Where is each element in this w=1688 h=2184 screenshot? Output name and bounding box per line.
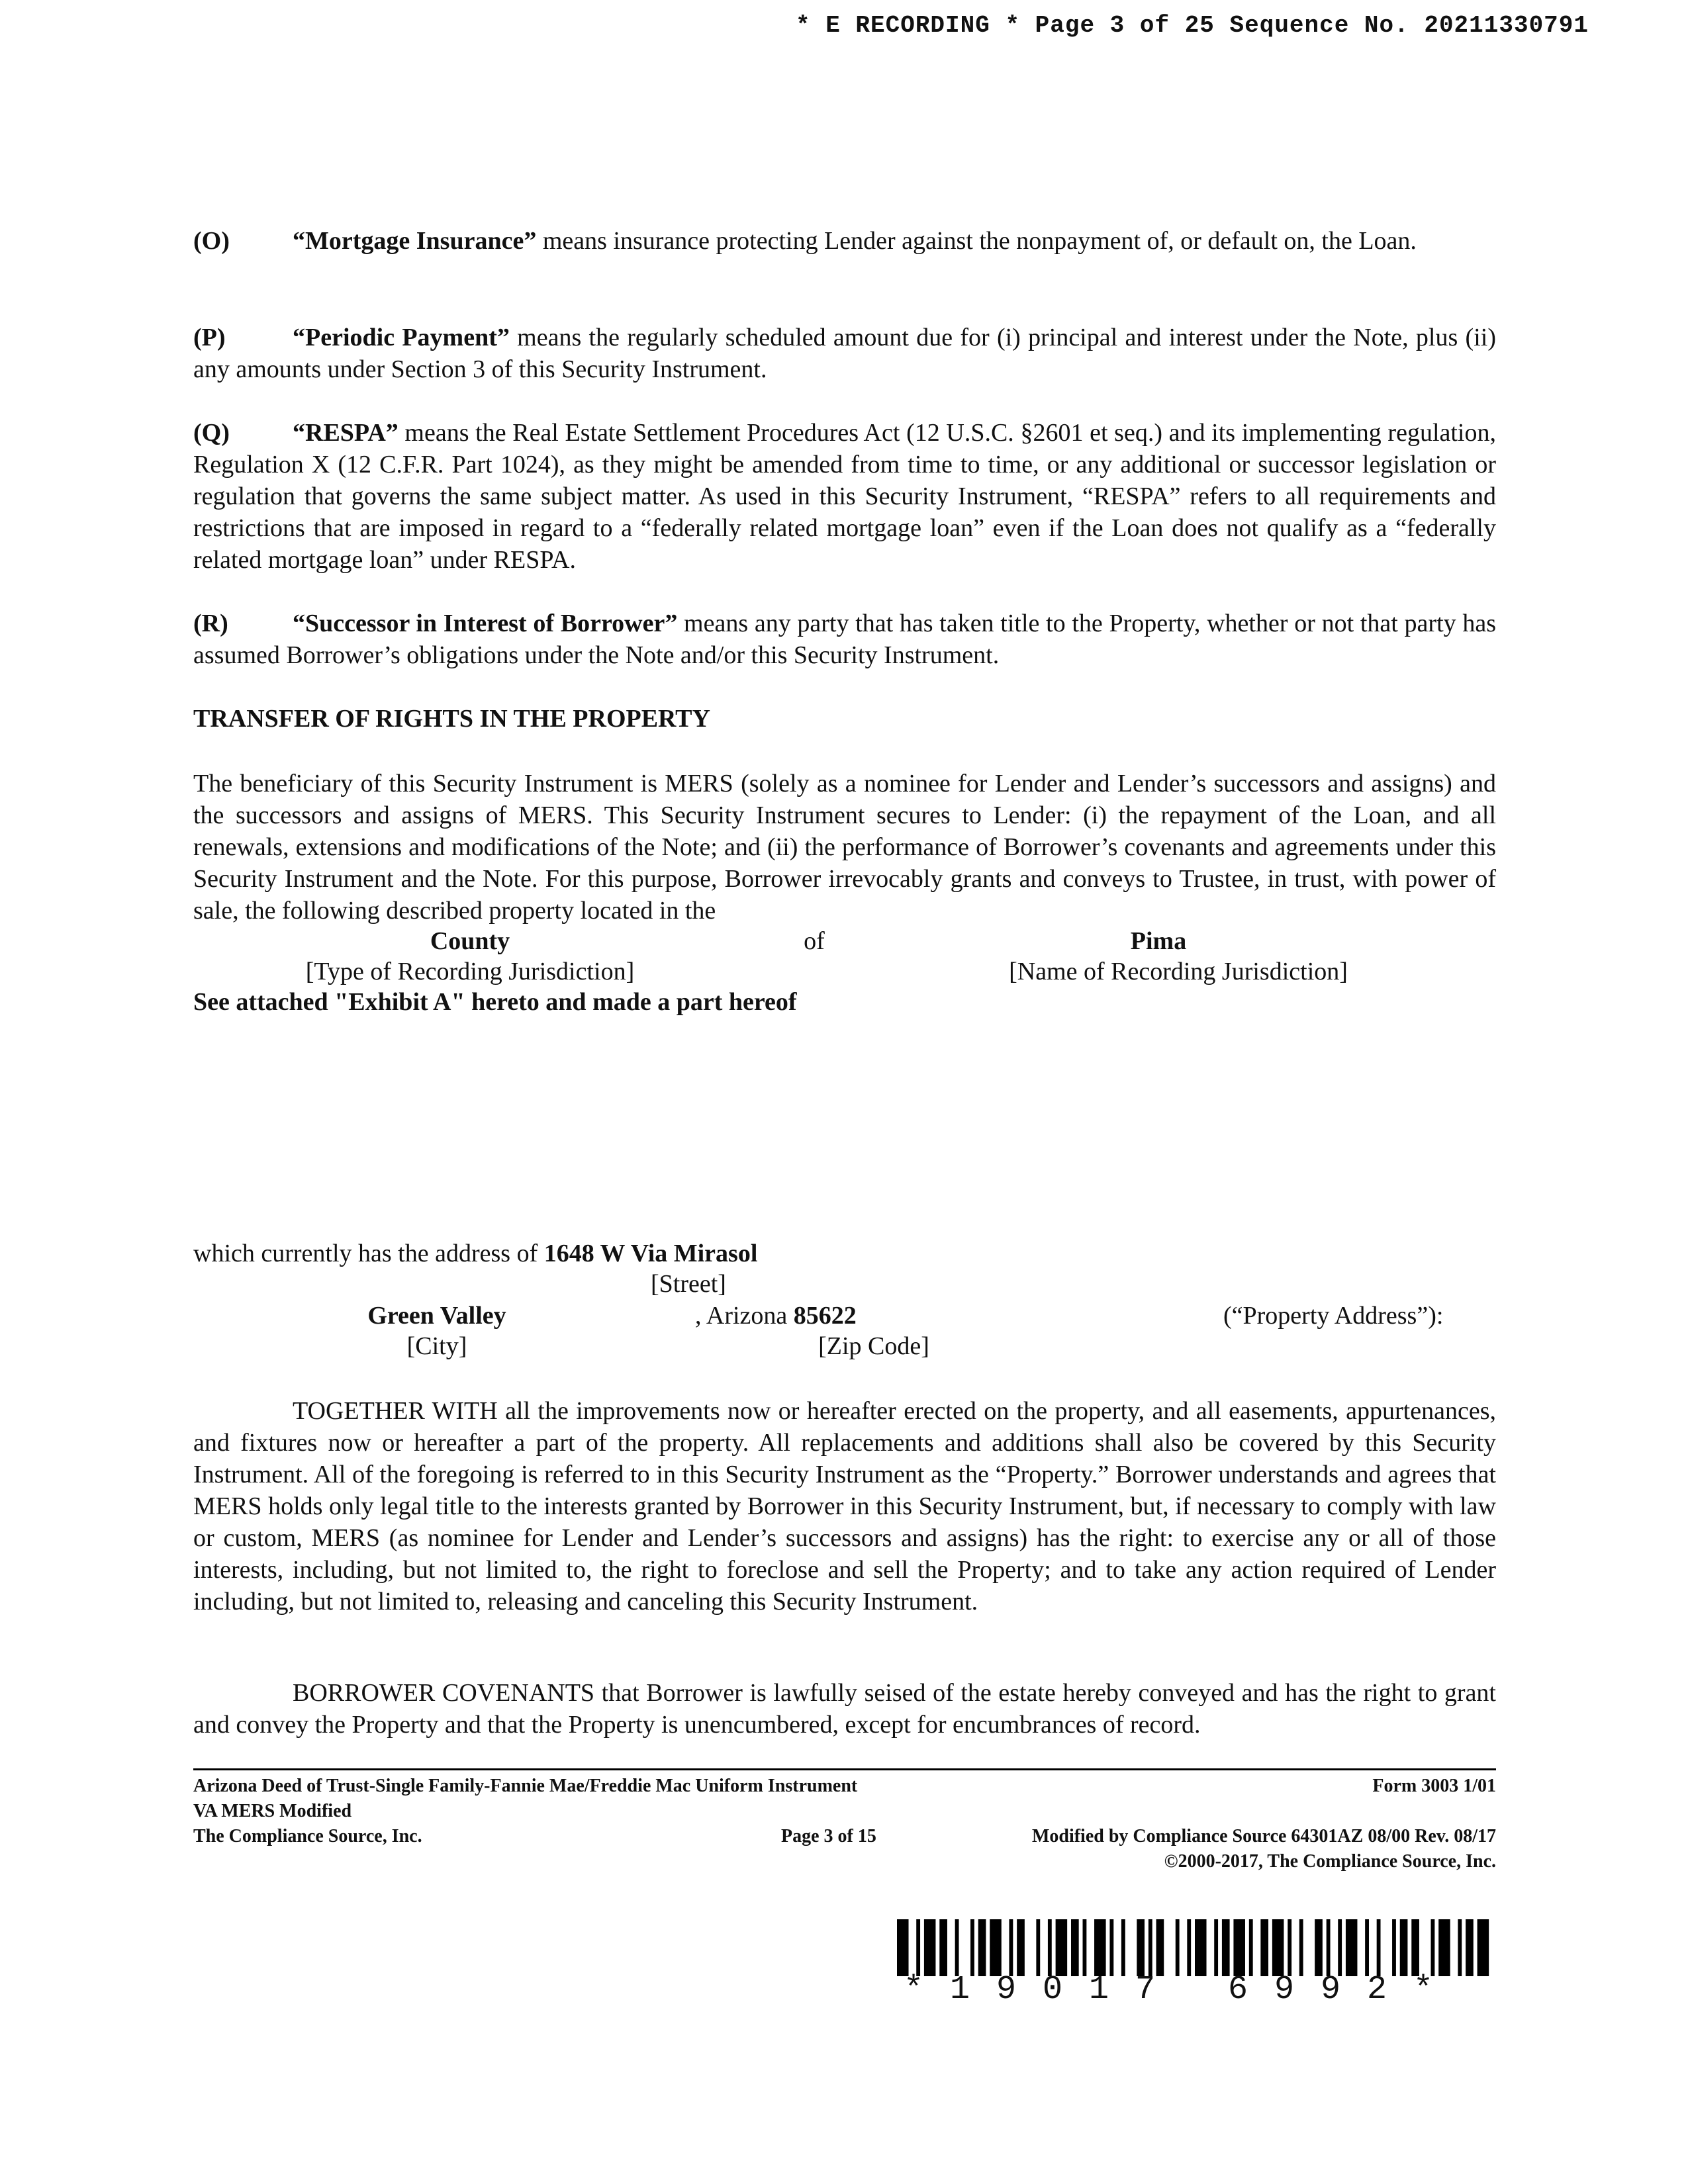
address-street: 1648 W Via Mirasol [543,1240,758,1267]
footer-form-number: Form 3003 1/01 [1372,1776,1496,1796]
barcode-bar [1056,1919,1068,1976]
footer-form-title: Arizona Deed of Trust-Single Family-Fannie Mae/Freddie Mac Uniform Instrument [193,1776,858,1796]
street-caption: [Street] [651,1270,726,1298]
jurisdiction-name: Pima [1130,927,1187,955]
definition-term: “Mortgage Insurance” [293,227,537,255]
jurisdiction-type: County [430,927,510,955]
definition-r [193,608,1496,671]
barcode-bar [978,1919,986,1976]
together-with-paragraph: TOGETHER WITH all the improvements now or hereafter erected on the property, and all easements, appurtenances, and fixtures now or hereafter a part of the property. All replacements and additions shall also be covered by this Security Instrument. All of the foregoing is referred to in this Security Instrument as the “Property.” Borrower understands and agrees that MERS holds only legal title to the interests granted by Borrower in this Security Instrument, but, if necessary to comply with law or custom, MERS (as nominee for Lender and Lender’s successors and assigns) has the right: to exercise any or all of those interests, including, but not limited to, the right to foreclose and sell the Property; and to take any action required of Lender including, but not limited to, releasing and canceling this Security Instrument. [193,1397,1496,1615]
barcode-bar [1411,1919,1419,1976]
footer-modified-by: Modified by Compliance Source 64301AZ 08/00 Rev. 08/17 [1031,1826,1496,1846]
zip-caption: [Zip Code] [818,1332,929,1360]
barcode-bar [1458,1919,1462,1976]
definition-label: (O) [193,227,230,255]
definition-label: (Q) [193,419,230,447]
barcode-bar [1430,1919,1434,1976]
barcode-bar [1176,1919,1180,1976]
barcode-bar [1149,1919,1152,1976]
footer-rule [193,1768,1496,1770]
barcode-bar [924,1919,936,1976]
barcode-bar [1392,1919,1396,1976]
barcode-bar [916,1919,920,1976]
footer-modified: VA MERS Modified [193,1801,352,1821]
footer-copyright: ©2000-2017, The Compliance Source, Inc. [1164,1851,1496,1872]
exhibit-note: See attached "Exhibit A" hereto and made a part hereof [193,988,797,1016]
barcode-bar [1036,1919,1040,1976]
barcode-bar [1315,1919,1323,1976]
barcode-bar [1365,1919,1369,1976]
barcode-bar [1438,1919,1450,1976]
barcode-bar [1400,1919,1408,1976]
barcode-bar [990,1919,1002,1976]
definition-text: means the regularly scheduled amount due for (i) principal and interest under the Note, plus (ii) any amounts under Section 3 of this Security Instrument. [193,324,1496,383]
barcode-bar [1214,1919,1218,1976]
definition-p [193,322,1496,385]
jurisdiction-type-caption: [Type of Recording Jurisdiction] [305,958,635,985]
barcode-bar [1249,1919,1253,1976]
barcode-bar [1009,1919,1013,1976]
barcode-bar [1477,1919,1489,1976]
definition-term: “Successor in Interest of Borrower” [293,610,678,637]
property-address-label: (“Property Address”): [1223,1302,1444,1330]
section-heading: TRANSFER OF RIGHTS IN THE PROPERTY [193,705,710,733]
barcode-bar [1222,1919,1230,1976]
barcode-bar [1048,1919,1052,1976]
address-state: , Arizona [695,1302,794,1330]
barcode-bar [1156,1919,1164,1976]
definition-label: (R) [193,610,228,637]
barcode-bar [1109,1919,1113,1976]
address-city: Green Valley [367,1302,506,1330]
definition-text: means insurance protecting Lender against the nonpayment of, or default on, the Loan. [536,227,1417,255]
barcode-bar [1327,1919,1331,1976]
barcode [897,1919,1493,1976]
definition-text: means the Real Estate Settlement Procedures Act (12 U.S.C. §2601 et seq.) and its implementing regulation, Regulation X (12 C.F.R. Part 1024), as they might be amended from time to time, or any additional or successor legislation or regulation that governs the same subject matter. As used in this Security Instrument, “RESPA” refers to all requirements and restrictions that are imposed in regard to a “federally related mortgage loan” even if the Loan does not qualify as a “federally related mortgage loan” under RESPA. [193,419,1496,574]
barcode-bar [1338,1919,1342,1976]
barcode-bar [1137,1919,1145,1976]
barcode-bar [1071,1919,1079,1976]
barcode-bar [1377,1919,1381,1976]
transfer-paragraph: The beneficiary of this Security Instrument is MERS (solely as a nominee for Lender and Lender’s successors and assigns) and the successors and assigns of MERS. This Security Instrument secures to Lender: (i) the repayment of the Loan, and all renewals, extensions and modifications of the Note; and (ii) the performance of Borrower’s covenants and agreements under this Security Instrument and the Note. For this purpose, Borrower irrevocably grants and conveys to Trustee, in trust, with power of sale, the following described property located in the [193,770,1496,925]
definition-label: (P) [193,324,226,351]
definition-term: “RESPA” [293,419,399,447]
barcode-bar [955,1919,959,1976]
definition-text: means any party that has taken title to the Property, whether or not that party has assumed Borrower’s obligations under the Note and/or this Security Instrument. [193,610,1496,669]
barcode-bar [1299,1919,1303,1976]
jurisdiction-name-caption: [Name of Recording Jurisdiction] [1009,958,1348,985]
address-line [193,1238,757,1269]
barcode-bar [1260,1919,1268,1976]
address-intro: which currently has the address of [193,1240,544,1267]
borrower-covenants-paragraph: BORROWER COVENANTS that Borrower is lawfully seised of the estate hereby conveyed and has the right to grant and convey the Property and that the Property is unencumbered, except for encumbrances of record. [193,1679,1496,1739]
barcode-bar [897,1919,909,1976]
barcode-bar [1288,1919,1291,1976]
barcode-bar [1121,1919,1125,1976]
barcode-bar [970,1919,974,1976]
recording-stamp: * E RECORDING * Page 3 of 25 Sequence No. 20211330791 [796,12,1589,39]
barcode-bar [1017,1919,1025,1976]
footer-company: The Compliance Source, Inc. [193,1826,422,1846]
barcode-bar [1083,1919,1087,1976]
address-zip: 85622 [793,1302,857,1330]
barcode-bar [939,1919,947,1976]
barcode-bar [1187,1919,1191,1976]
definition-o [193,225,1496,257]
address-state-zip [695,1300,857,1332]
barcode-number: *19017 6992* [904,1971,1460,2009]
barcode-bar [1195,1919,1207,1976]
footer-page: Page 3 of 15 [781,1826,876,1846]
city-caption: [City] [406,1332,467,1360]
definition-term: “Periodic Payment” [293,324,510,351]
barcode-bar [1466,1919,1474,1976]
barcode-bar [1233,1919,1245,1976]
definition-q [193,417,1496,576]
barcode-bar [1272,1919,1284,1976]
barcode-bar [1094,1919,1106,1976]
of-word: of [804,927,825,955]
barcode-bar [1346,1919,1358,1976]
